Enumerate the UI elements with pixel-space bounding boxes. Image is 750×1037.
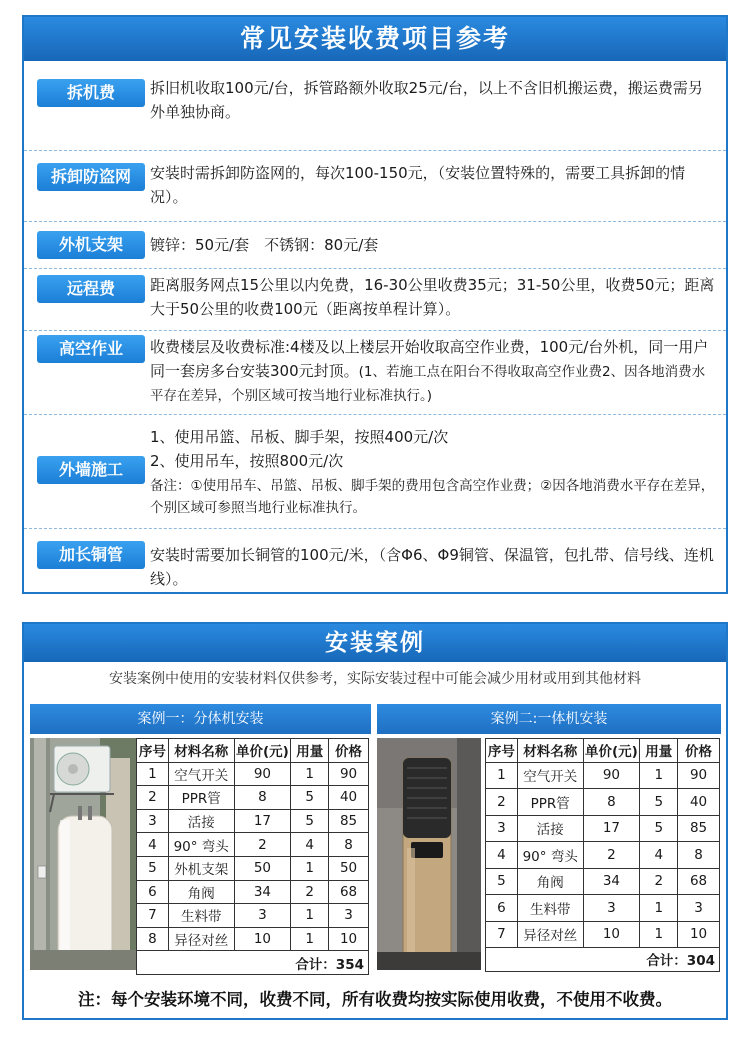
fee-row-distance — [24, 269, 726, 331]
cell: 50 — [329, 856, 369, 880]
fee-line-2: 2、使用吊车，按照800元/次 — [150, 452, 344, 470]
cell: 1 — [291, 856, 329, 880]
cell: 8 — [137, 927, 169, 951]
fee-text: 拆旧机收取100元/台，拆管路额外收取25元/台，以上不含旧机搬运费，搬运费需另外单独协商。 — [150, 79, 703, 121]
cell: 6 — [137, 880, 169, 904]
cell: 8 — [234, 786, 291, 810]
cell: 90 — [583, 762, 640, 789]
cell: PPR管 — [517, 789, 583, 816]
fee-title: 常见安装收费项目参考 — [24, 17, 726, 61]
cell: 外机支架 — [168, 856, 234, 880]
cell: 空气开关 — [517, 762, 583, 789]
col-header-price: 价格 — [678, 739, 720, 763]
cell: 40 — [678, 789, 720, 816]
cell: 3 — [234, 904, 291, 928]
table-row — [137, 786, 369, 810]
cell: 2 — [640, 868, 678, 895]
col-header-qty: 用量 — [291, 739, 329, 763]
fee-label: 远程费 — [37, 275, 145, 303]
fee-text — [150, 425, 716, 519]
cell: 34 — [583, 868, 640, 895]
cell: 90° 弯头 — [517, 842, 583, 869]
cell: 6 — [486, 895, 518, 922]
cell: 8 — [583, 789, 640, 816]
cell: 10 — [329, 927, 369, 951]
col-header-no: 序号 — [137, 739, 169, 763]
col-header-unit-price: 单价(元) — [583, 739, 640, 763]
fee-label: 外机支架 — [37, 231, 145, 259]
fee-row-copper-pipe — [24, 529, 726, 592]
fee-line-1: 1、使用吊篮、吊板、脚手架，按照400元/次 — [150, 428, 449, 446]
cell: 活接 — [168, 809, 234, 833]
table-row — [137, 904, 369, 928]
case-2-title: 案例二:一体机安装 — [377, 704, 721, 734]
fee-text: 镀锌：50元/套 不锈钢：80元/套 — [150, 236, 379, 254]
case-title: 安装案例 — [24, 624, 726, 662]
case-2-material-table — [485, 738, 720, 972]
fee-label: 高空作业 — [37, 335, 145, 363]
case-panel-split — [30, 704, 371, 974]
cell: 8 — [678, 842, 720, 869]
table-row — [137, 809, 369, 833]
cell: 3 — [486, 815, 518, 842]
fee-label: 加长铜管 — [37, 541, 145, 569]
cell: 85 — [329, 809, 369, 833]
integrated-unit-photo — [377, 738, 481, 970]
cell: 1 — [486, 762, 518, 789]
case-1-title: 案例一：分体机安装 — [30, 704, 371, 734]
cell: 7 — [137, 904, 169, 928]
cell: 68 — [678, 868, 720, 895]
col-header-qty: 用量 — [640, 739, 678, 763]
cell: 85 — [678, 815, 720, 842]
cell: 3 — [678, 895, 720, 922]
cell: 5 — [486, 868, 518, 895]
cell: 50 — [234, 856, 291, 880]
cell: 3 — [137, 809, 169, 833]
cell: 4 — [640, 842, 678, 869]
cell: 8 — [329, 833, 369, 857]
cell: 2 — [234, 833, 291, 857]
cell: 1 — [291, 904, 329, 928]
fee-section — [22, 15, 728, 594]
case-1-body — [30, 734, 371, 974]
fee-text-note: (1、若施工点在阳台不得收取高空作业费2、因各地消费水平存在差异，个别区域可按当地行业标准执行。) — [150, 364, 706, 404]
table-row — [486, 789, 720, 816]
cell: 2 — [291, 880, 329, 904]
fee-label: 拆机费 — [37, 79, 145, 107]
cell: 活接 — [517, 815, 583, 842]
fee-text: 距离服务网点15公里以内免费，16-30公里收费35元；31-50公里，收费50元；距离大于50公里的收费100元（距离按单程计算）。 — [150, 276, 715, 318]
fee-text: 安装时需拆卸防盗网的，每次100-150元，（安装位置特殊的，需要工具拆卸的情况）。 — [150, 164, 686, 206]
fee-row-high-altitude — [24, 331, 726, 415]
case-note: 安装案例中使用的安装材料仅供参考，实际安装过程中可能会减少用材或用到其他材料 — [109, 671, 641, 687]
cell: 5 — [291, 786, 329, 810]
table-row — [486, 921, 720, 948]
cell: 异径对丝 — [517, 921, 583, 948]
col-header-material: 材料名称 — [168, 739, 234, 763]
cell: 4 — [291, 833, 329, 857]
cell: 90 — [678, 762, 720, 789]
cell: 1 — [640, 921, 678, 948]
footer-note: 注：每个安装环境不同，收费不同，所有收费均按实际使用收费，不使用不收费。 — [78, 990, 672, 1009]
cell: 90 — [234, 762, 291, 786]
cell: 90 — [329, 762, 369, 786]
cell: 5 — [291, 809, 329, 833]
cell: 1 — [640, 895, 678, 922]
cell: 1 — [640, 762, 678, 789]
total-row — [137, 951, 369, 975]
cell: 2 — [137, 786, 169, 810]
cell: 角阀 — [168, 880, 234, 904]
case-2-body — [377, 734, 721, 974]
cell: 2 — [583, 842, 640, 869]
table-row — [137, 880, 369, 904]
fee-label: 拆卸防盗网 — [37, 163, 145, 191]
table-row — [137, 856, 369, 880]
case-panel-integrated — [377, 704, 721, 974]
table-row — [137, 833, 369, 857]
cell: 5 — [137, 856, 169, 880]
cell: 10 — [234, 927, 291, 951]
total-row — [486, 948, 720, 972]
cell: PPR管 — [168, 786, 234, 810]
cell: 1 — [291, 762, 329, 786]
case-section — [22, 622, 728, 1020]
cell: 2 — [486, 789, 518, 816]
fee-text — [150, 335, 716, 407]
cell: 7 — [486, 921, 518, 948]
col-header-material: 材料名称 — [517, 739, 583, 763]
col-header-price: 价格 — [329, 739, 369, 763]
cell: 90° 弯头 — [168, 833, 234, 857]
fee-row-bracket — [24, 222, 726, 269]
cell: 17 — [583, 815, 640, 842]
fee-text-main: 收费楼层及收费标准:4楼及以上楼层开始收取高空作业费，100元/台外机，同一用户同一套房多台安装300元封顶。 — [150, 338, 709, 380]
fee-row-removal — [24, 61, 726, 151]
total-value: 合计：354 — [137, 951, 369, 975]
col-header-no: 序号 — [486, 739, 518, 763]
cell: 40 — [329, 786, 369, 810]
table-row — [486, 815, 720, 842]
cell: 4 — [486, 842, 518, 869]
col-header-unit-price: 单价(元) — [234, 739, 291, 763]
cell: 3 — [583, 895, 640, 922]
cell: 5 — [640, 789, 678, 816]
table-row — [486, 895, 720, 922]
fee-text: 安装时需要加长铜管的100元/米，（含Φ6、Φ9铜管、保温管，包扎带、信号线、连机线）。 — [150, 546, 714, 588]
fee-note: 备注：①使用吊车、吊篮、吊板、脚手架的费用包含高空作业费；②因各地消费水平存在差异，个别区域可参照当地行业标准执行。 — [150, 478, 715, 516]
total-value: 合计：304 — [486, 948, 720, 972]
split-unit-photo — [30, 738, 136, 970]
cell: 1 — [137, 762, 169, 786]
cell: 3 — [329, 904, 369, 928]
cell: 17 — [234, 809, 291, 833]
table-header-row — [137, 739, 369, 763]
table-row — [486, 842, 720, 869]
table-row — [486, 868, 720, 895]
fee-row-security-net — [24, 151, 726, 222]
fee-label: 外墙施工 — [37, 456, 145, 484]
table-row — [137, 927, 369, 951]
cell: 生料带 — [168, 904, 234, 928]
table-row — [137, 762, 369, 786]
cell: 异径对丝 — [168, 927, 234, 951]
case-1-material-table — [136, 738, 369, 975]
cell: 生料带 — [517, 895, 583, 922]
cell: 5 — [640, 815, 678, 842]
cell: 角阀 — [517, 868, 583, 895]
cell: 68 — [329, 880, 369, 904]
cell: 10 — [678, 921, 720, 948]
cell: 空气开关 — [168, 762, 234, 786]
table-row — [486, 762, 720, 789]
fee-row-exterior-wall — [24, 415, 726, 529]
table-header-row — [486, 739, 720, 763]
cell: 34 — [234, 880, 291, 904]
cell: 1 — [291, 927, 329, 951]
cell: 10 — [583, 921, 640, 948]
cell: 4 — [137, 833, 169, 857]
